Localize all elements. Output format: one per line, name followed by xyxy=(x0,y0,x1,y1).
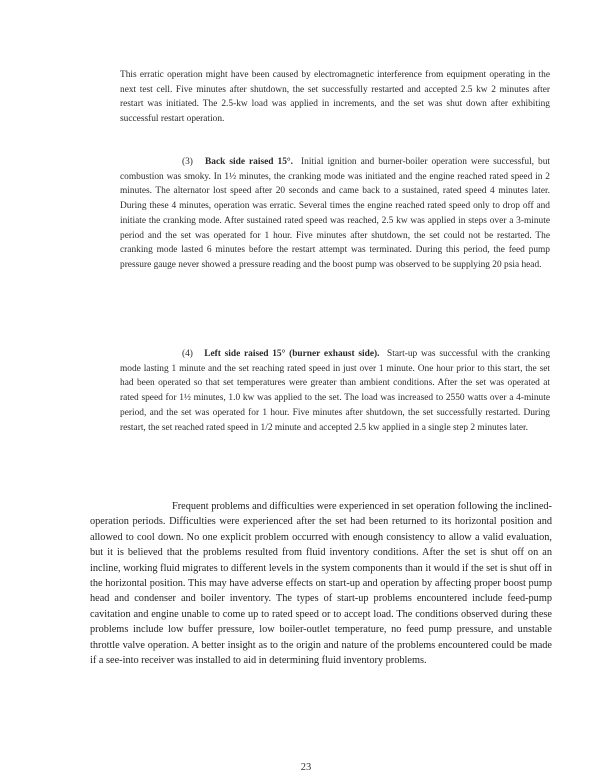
paragraph-intro-text: This erratic operation might have been caused by electromagnetic interference from equipment operating in the next test cell. Five minutes after shutdown, the set successfully restarted and accepted 2.5 kw 2 minutes after restart was initiated. The 2.5-kw load was applied in increments, and the set was shut down after exhibiting successful restart operation. xyxy=(120,70,550,125)
page-number: 23 xyxy=(300,762,312,773)
paragraph-summary xyxy=(90,499,552,668)
paragraph-intro xyxy=(120,68,550,127)
summary-text: Frequent problems and difficulties were experienced in set operation following the inclined-operation periods. Difficulties were experienced after the set had been returned to its horizontal position and allowed to cool down. No one explicit problem occurred with enough consistency to allow a valid evaluation, but it is believed that the problems resulted from fluid inventory conditions. After the set is shut off on an incline, working fluid migrates to different levels in the system components than it would if the set is shut off in the horizontal position. This may have adverse effects on start-up and operation by affecting proper boost pump head and condenser and boiler inventory. The types of start-up problems encountered include feed-pump cavitation and engine unable to come up to rated speed or to accept load. The conditions observed during these problems include low buffer pressure, low boiler-outlet temperature, no feed pump pressure, and unstable throttle valve operation. A better insight as to the origin and nature of the problems encountered could be made if a see-into receiver was installed to aid in determining fluid inventory problems. xyxy=(90,501,552,667)
paragraph-item-4 xyxy=(120,347,550,435)
item-4-heading: Left side raised 15° (burner exhaust side). xyxy=(204,349,380,359)
paragraph-item-3 xyxy=(120,155,550,273)
item-3-heading: Back side raised 15°. xyxy=(205,157,293,167)
item-3-text: Initial ignition and burner-boiler operation were successful, but combustion was smoky. In 1½ minutes, the cranking mode was initiated and the engine reached rated speed in 2 minutes. The alternator lost speed after 20 seconds and came back to a sustained, rated speed 4 minutes later. During these 4 minutes, operation was erratic. Several times the engine reached rated speed only to drop off and initiate the cranking mode. After sustained rated speed was reached, 2.5 kw was applied in steps over a 3-minute period and the set was operated for 1 hour. Five minutes after shutdown, the set could not be restarted. The cranking mode lasted 6 minutes before the restart attempt was terminated. During this period, the feed pump pressure gauge never showed a pressure reading and the boost pump was observed to be supplying 20 psia head. xyxy=(120,157,551,270)
item-3-number: (3) xyxy=(182,157,193,167)
item-4-number: (4) xyxy=(182,349,193,359)
item-4-text: Start-up was successful with the cranking mode lasting 1 minute and the set reaching rated speed in just over 1 minute. One hour prior to this start, the set had been operated so that set temperatures were greater than ambient conditions. After the set was operated at rated speed for 1½ minutes, 1.0 kw was applied to the set. The load was increased to 2550 watts over a 4-minute period, and the set was operated for 1 hour. Five minutes after shutdown, the set successfully restarted. During restart, the set reached rated speed in 1/2 minute and accepted 2.5 kw applied in a single step 2 minutes later. xyxy=(120,349,551,433)
